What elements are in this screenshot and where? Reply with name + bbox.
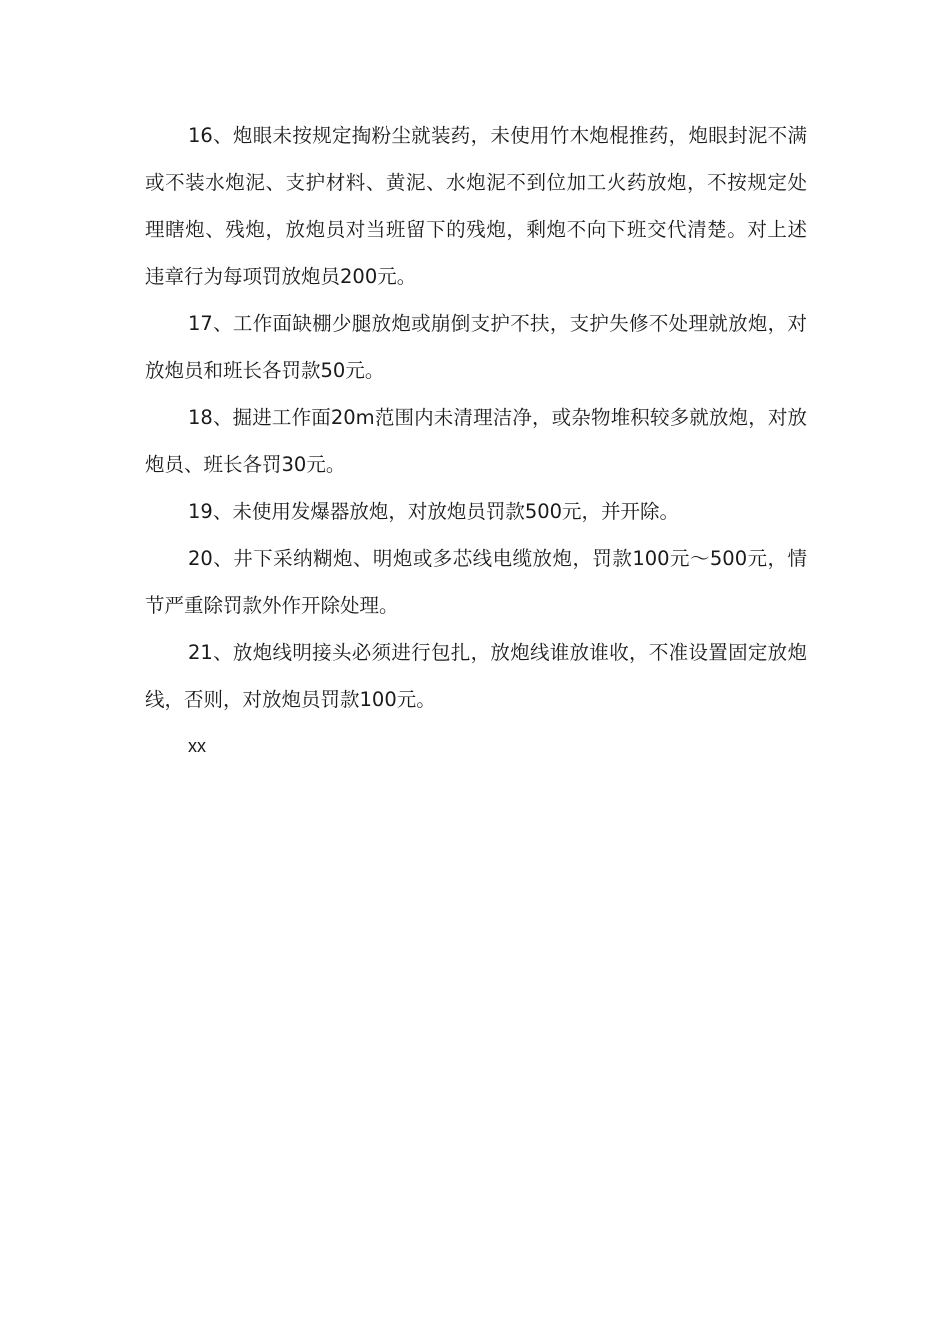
rule-paragraph-19: 19、未使用发爆器放炮，对放炮员罚款500元，并开除。 xyxy=(188,500,680,523)
rule-paragraph-21: 21、放炮线明接头必须进行包扎，放炮线谁放谁收，不准设置固定放炮线，否则，对放炮员罚款100元。 xyxy=(145,641,807,711)
rule-paragraph-16: 16、炮眼未按规定掏粉尘就装药，未使用竹木炮棍推药，炮眼封泥不满或不装水炮泥、支护材料、黄泥、水炮泥不到位加工火药放炮，不按规定处理瞎炮、残炮，放炮员对当班留下的残炮，剩炮不向下班交代清楚。对上述违章行为每项罚放炮员200元。 xyxy=(145,124,807,288)
rule-paragraph-18: 18、掘进工作面20m范围内未清理洁净，或杂物堆积较多就放炮，对放炮员、班长各罚30元。 xyxy=(145,406,807,476)
rule-paragraph-20: 20、井下采纳糊炮、明炮或多芯线电缆放炮，罚款100元～500元，情节严重除罚款外作开除处理。 xyxy=(145,547,807,617)
rule-paragraph-17: 17、工作面缺棚少腿放炮或崩倒支护不扶，支护失修不处理就放炮，对放炮员和班长各罚款50元。 xyxy=(145,312,807,382)
signature: xx xyxy=(188,736,206,756)
document-body xyxy=(145,112,807,770)
